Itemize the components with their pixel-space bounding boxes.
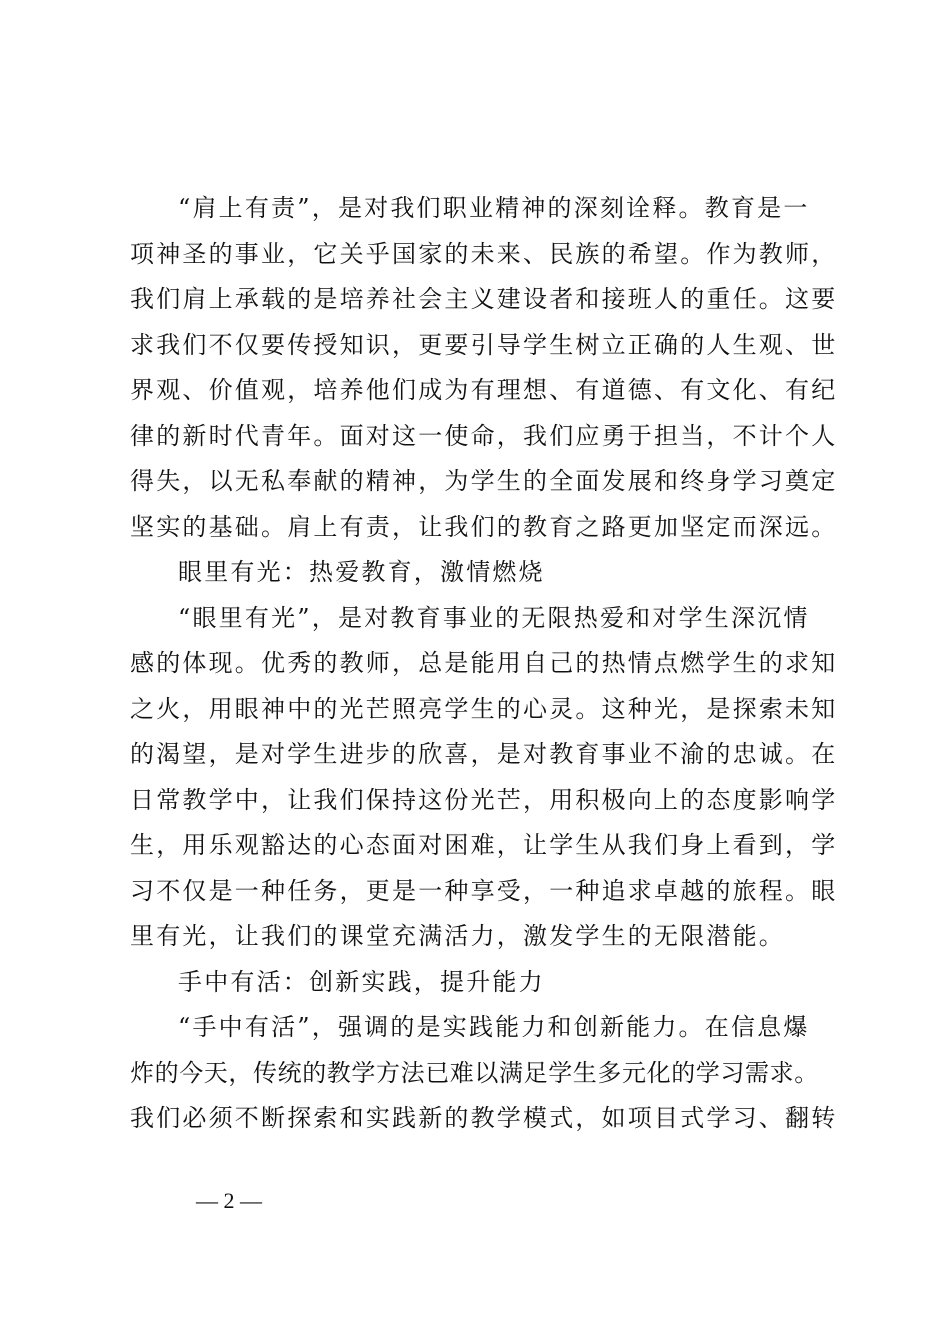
paragraph-line: 律的新时代青年。面对这一使命，我们应勇于担当，不计个人 (130, 421, 838, 450)
paragraph-line: 我们肩上承载的是培养社会主义建设者和接班人的重任。这要 (130, 285, 838, 313)
paragraph-line: 的渴望，是对学生进步的欣喜，是对教育事业不渝的忠诚。在 (130, 740, 838, 768)
paragraph-line: 日常教学中，让我们保持这份光芒，用积极向上的态度影响学 (130, 785, 838, 814)
paragraph-line: “眼里有光”，是对教育事业的无限热爱和对学生深沉情 (178, 603, 810, 632)
paragraph-line: “肩上有责”，是对我们职业精神的深刻诠释。教育是一 (178, 194, 810, 222)
paragraph-line: 炸的今天，传统的教学方法已难以满足学生多元化的学习需求。 (130, 1058, 819, 1087)
section-heading: 眼里有光：热爱教育，激情燃烧 (178, 558, 545, 586)
document-body (130, 186, 838, 1142)
paragraph-line: 项神圣的事业，它关乎国家的未来、民族的希望。作为教师， (130, 239, 838, 268)
paragraph-line: 坚实的基础。肩上有责，让我们的教育之路更加坚定而深远。 (130, 512, 838, 541)
paragraph-line: 感的体现。优秀的教师，总是能用自己的热情点燃学生的求知 (130, 649, 838, 677)
paragraph-line: 求我们不仅要传授知识，更要引导学生树立正确的人生观、世 (130, 330, 838, 359)
paragraph-line: 里有光，让我们的课堂充满活力，激发学生的无限潜能。 (130, 922, 785, 950)
paragraph-line: 界观、价值观，培养他们成为有理想、有道德、有文化、有纪 (130, 376, 838, 404)
section-heading: 手中有活：创新实践，提升能力 (178, 967, 545, 996)
paragraph-line: “手中有活”，强调的是实践能力和创新能力。在信息爆 (178, 1013, 810, 1041)
paragraph-line: 习不仅是一种任务，更是一种享受，一种追求卓越的旅程。眼 (130, 876, 838, 905)
page-number: — 2 — (196, 1188, 262, 1213)
paragraph-line: 我们必须不断探索和实践新的教学模式，如项目式学习、翻转 (130, 1104, 838, 1132)
paragraph-line: 得失，以无私奉献的精神，为学生的全面发展和终身学习奠定 (130, 467, 838, 495)
paragraph-line: 生，用乐观豁达的心态面对困难，让学生从我们身上看到，学 (130, 831, 838, 859)
paragraph-line: 之火，用眼神中的光芒照亮学生的心灵。这种光，是探索未知 (130, 694, 838, 723)
